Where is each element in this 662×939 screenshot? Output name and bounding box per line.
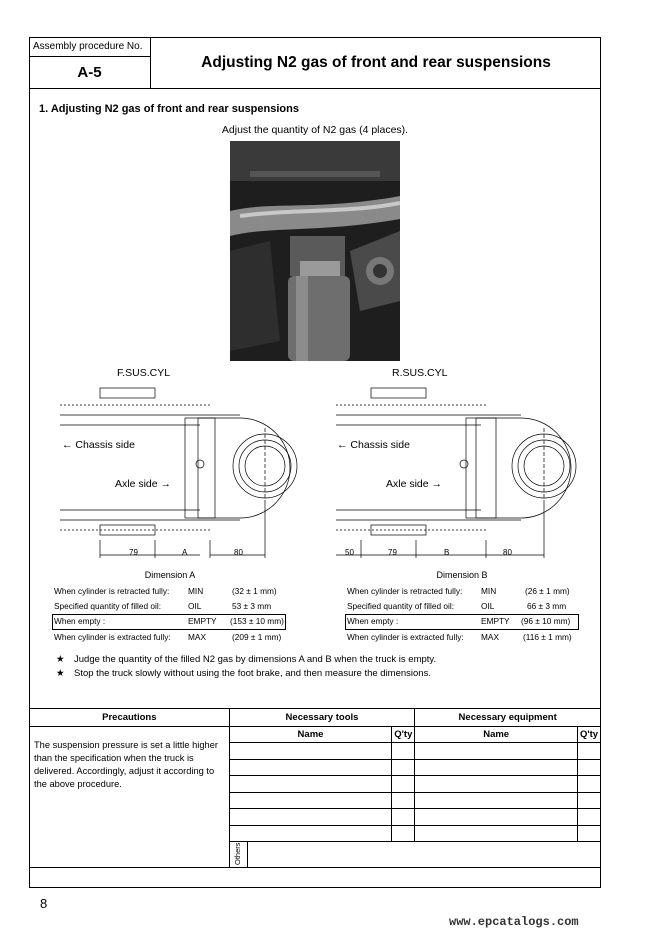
rear-spec-key-oil: OIL xyxy=(481,601,495,611)
rear-spec-val-max: (116 ± 1 mm) xyxy=(523,632,572,642)
front-spec-cond-min: When cylinder is retracted fully: xyxy=(54,586,170,596)
equipment-header: Necessary equipment xyxy=(415,709,601,727)
front-spec-key-empty: EMPTY xyxy=(188,616,217,626)
table-cell xyxy=(229,776,392,793)
others-row xyxy=(229,842,600,868)
rear-dim-b: B xyxy=(444,548,450,557)
front-spec-cond-empty: When empty : xyxy=(54,616,106,626)
page-number: 8 xyxy=(40,896,48,911)
section-heading: 1. Adjusting N2 gas of front and rear suspensions xyxy=(39,103,299,115)
front-spec-list xyxy=(52,586,292,646)
note-text: Judge the quantity of the filled N2 gas by dimensions A and B when the truck is empty. xyxy=(74,654,437,665)
procedure-number: A-5 xyxy=(29,56,151,89)
front-dim-79: 79 xyxy=(129,548,138,557)
table-cell xyxy=(392,792,415,809)
table-cell xyxy=(392,743,415,760)
table-cell xyxy=(415,792,578,809)
rear-spec-cond-max: When cylinder is extracted fully: xyxy=(347,632,464,642)
front-dim-a: A xyxy=(182,548,188,557)
table-cell xyxy=(229,743,392,760)
table-cell xyxy=(392,759,415,776)
note-2 xyxy=(56,668,431,679)
front-cylinder-diagram xyxy=(60,380,310,560)
rear-chassis-label: ← Chassis side xyxy=(337,439,410,451)
front-spec-val-oil: 53 ± 3 mm xyxy=(232,601,272,611)
table-cell xyxy=(229,792,392,809)
front-spec-val-empty: (153 ± 10 mm) xyxy=(230,616,284,626)
table-cell xyxy=(415,743,578,760)
rear-cylinder-diagram xyxy=(336,380,592,560)
rear-spec-key-min: MIN xyxy=(481,586,497,596)
front-spec-key-min: MIN xyxy=(188,586,204,596)
rear-spec-val-min: (26 ± 1 mm) xyxy=(525,586,570,596)
table-cell xyxy=(392,825,415,842)
precautions-text: The suspension pressure is set a little higher than the specification when the truck is delivered. Accordingly, adjust it according to the above procedure. xyxy=(30,727,230,868)
rear-dim-79: 79 xyxy=(388,548,397,557)
table-cell xyxy=(577,792,600,809)
front-spec-cond-max: When cylinder is extracted fully: xyxy=(54,632,171,642)
rear-spec-key-max: MAX xyxy=(481,632,499,642)
front-chassis-label: ← Chassis side xyxy=(62,439,135,451)
front-spec-key-max: MAX xyxy=(188,632,206,642)
tools-name-col: Name xyxy=(229,727,392,743)
front-spec-val-min: (32 ± 1 mm) xyxy=(232,586,277,596)
table-cell xyxy=(392,809,415,826)
rear-dim-title: Dimension B xyxy=(436,570,488,580)
footer-watermark: www.epcatalogs.com xyxy=(449,915,579,929)
table-cell xyxy=(392,776,415,793)
rear-spec-cond-empty: When empty : xyxy=(347,616,399,626)
suspension-photo xyxy=(230,141,400,361)
rear-spec-key-empty: EMPTY xyxy=(481,616,510,626)
front-spec-val-max: (209 ± 1 mm) xyxy=(232,632,282,642)
front-cylinder-drawing xyxy=(60,380,310,560)
rear-diagram-title: R.SUS.CYL xyxy=(392,367,448,379)
suspension-photo-drawing xyxy=(230,141,400,361)
rear-spec-list xyxy=(345,586,585,646)
table-cell xyxy=(577,825,600,842)
table-cell xyxy=(415,776,578,793)
equipment-qty-col: Q'ty xyxy=(577,727,600,743)
rear-spec-val-empty: (96 ± 10 mm) xyxy=(521,616,571,626)
front-dim-title: Dimension A xyxy=(144,570,196,580)
rear-spec-cond-min: When cylinder is retracted fully: xyxy=(347,586,463,596)
rear-dim-50: 50 xyxy=(345,548,354,557)
equipment-name-col: Name xyxy=(415,727,578,743)
front-diagram-title: F.SUS.CYL xyxy=(117,367,171,379)
front-dim-80: 80 xyxy=(234,548,243,557)
table-cell xyxy=(229,759,392,776)
photo-caption: Adjust the quantity of N2 gas (4 places). xyxy=(221,124,409,136)
page-title: Adjusting N2 gas of front and rear suspensions xyxy=(201,54,551,71)
table-cell xyxy=(229,825,392,842)
note-text: Stop the truck slowly without using the foot brake, and then measure the dimensions. xyxy=(74,668,431,679)
table-cell xyxy=(577,776,600,793)
precautions-header: Precautions xyxy=(30,709,230,727)
table-cell xyxy=(415,759,578,776)
requirements-table xyxy=(29,708,601,868)
star-icon: ★ xyxy=(56,654,65,665)
front-spec-cond-oil: Specified quantity of filled oil: xyxy=(54,601,162,611)
rear-spec-val-oil: 66 ± 3 mm xyxy=(527,601,567,611)
others-label-cell xyxy=(230,842,248,868)
front-axle-label: Axle side → xyxy=(115,478,172,490)
rear-axle-label: Axle side → xyxy=(386,478,443,490)
rear-cylinder-drawing xyxy=(336,380,592,560)
others-label: Others xyxy=(232,842,242,865)
note-1 xyxy=(56,654,436,665)
table-cell xyxy=(229,809,392,826)
tools-header: Necessary tools xyxy=(229,709,415,727)
front-spec-key-oil: OIL xyxy=(188,601,202,611)
procedure-label: Assembly procedure No. xyxy=(29,37,151,57)
rear-spec-cond-oil: Specified quantity of filled oil: xyxy=(347,601,455,611)
table-cell xyxy=(577,759,600,776)
table-cell xyxy=(415,825,578,842)
table-cell xyxy=(577,743,600,760)
table-cell xyxy=(415,809,578,826)
star-icon: ★ xyxy=(56,668,65,679)
rear-dim-80: 80 xyxy=(503,548,512,557)
tools-qty-col: Q'ty xyxy=(392,727,415,743)
table-cell xyxy=(577,809,600,826)
